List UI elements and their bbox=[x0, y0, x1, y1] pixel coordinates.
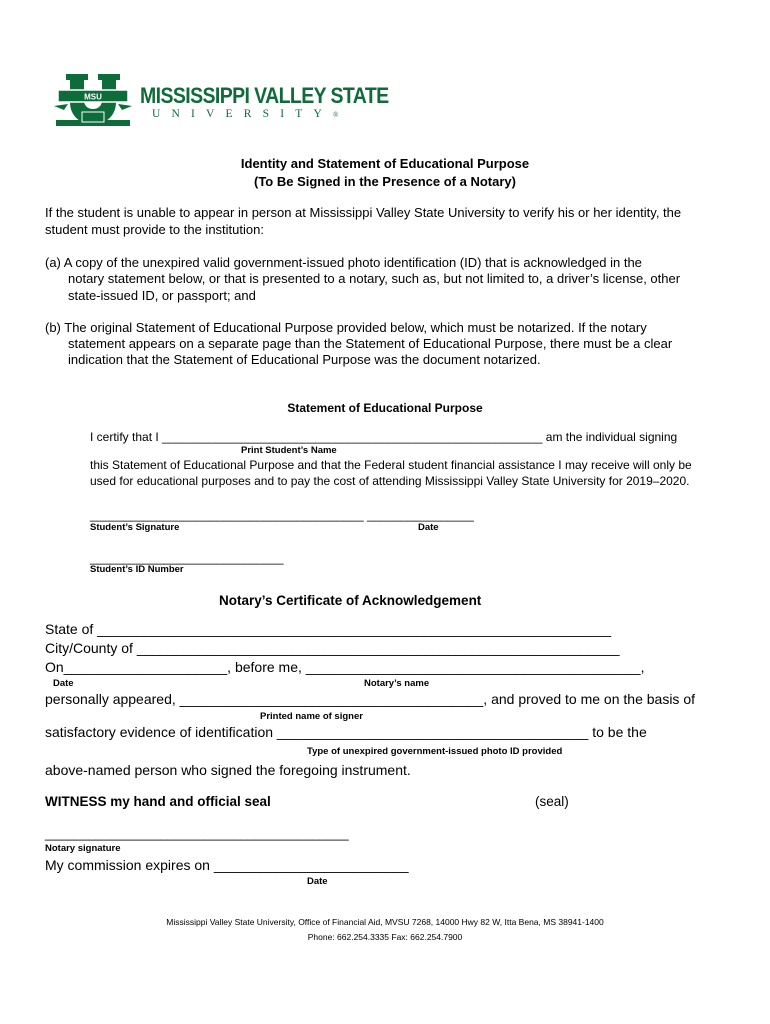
above-named-line: above-named person who signed the foregoing instrument. bbox=[45, 762, 411, 778]
notary-signature-line[interactable]: __________________________________________ bbox=[45, 826, 349, 841]
item-a-line-1: (a) A copy of the unexpired valid government-issued photo identification (ID) that is acknowledged in the bbox=[45, 255, 642, 270]
student-id-label: Student’s ID Number bbox=[90, 564, 184, 575]
item-b-line-3: indication that the Statement of Educational Purpose was the document notarized. bbox=[68, 352, 541, 367]
notary-name-label: Notary’s name bbox=[364, 678, 430, 689]
intro-line-1: If the student is unable to appear in person at Mississippi Valley State University to verify his or her identity, the bbox=[45, 205, 682, 220]
personally-appeared-line[interactable]: personally appeared, _______________________________________, and proved to me on the basis of bbox=[45, 691, 695, 707]
item-a-line-3: state-issued ID, or passport; and bbox=[68, 288, 256, 303]
certify-line: I certify that I _________________________________________________________ am the individual signing bbox=[90, 430, 678, 444]
notary-signature-label: Notary signature bbox=[45, 843, 121, 854]
intro-line-2: student must provide to the institution: bbox=[45, 222, 264, 237]
student-date-label: Date bbox=[418, 522, 439, 533]
on-date-label: Date bbox=[53, 678, 74, 689]
notary-heading: Notary’s Certificate of Acknowledgement bbox=[219, 593, 482, 608]
statement-line-2: this Statement of Educational Purpose and that the Federal student financial assistance I may receive will only be bbox=[90, 458, 692, 472]
commission-date-label: Date bbox=[307, 876, 328, 887]
student-id-line[interactable]: _____________________________ bbox=[90, 551, 284, 565]
state-line[interactable]: State of __________________________________________________________________ bbox=[45, 621, 612, 637]
footer-address: Mississippi Valley State University, Office of Financial Aid, MVSU 7268, 14000 Hwy 82 W, Itta Bena, MS 38941-1400 bbox=[166, 917, 604, 927]
item-a-line-2: notary statement below, or that is presented to a notary, such as, but not limited to, a driver’s license, other bbox=[68, 271, 681, 286]
msu-shield-logo-icon bbox=[52, 72, 134, 130]
statement-line-3: used for educational purposes and to pay the cost of attending Mississippi Valley State University for 2019–2020. bbox=[90, 474, 690, 488]
form-title: Identity and Statement of Educational Purpose bbox=[240, 156, 530, 171]
commission-expires-line[interactable]: My commission expires on _________________________ bbox=[45, 857, 409, 873]
form-subtitle: (To Be Signed in the Presence of a Notary) bbox=[254, 174, 516, 189]
student-signature-line[interactable]: _________________________________________ ________________ bbox=[90, 508, 474, 522]
statement-heading: Statement of Educational Purpose bbox=[287, 401, 483, 415]
svg-text:MSU: MSU bbox=[84, 92, 102, 102]
university-name: MISSISSIPPI VALLEY STATE bbox=[140, 84, 389, 109]
printed-name-label: Printed name of signer bbox=[260, 711, 363, 722]
witness-line: WITNESS my hand and official seal bbox=[45, 794, 271, 809]
evidence-line[interactable]: satisfactory evidence of identification ________________________________________ to be the bbox=[45, 724, 647, 740]
id-type-label: Type of unexpired government-issued photo ID provided bbox=[307, 746, 563, 757]
student-signature-label: Student’s Signature bbox=[90, 522, 180, 533]
on-date-line[interactable]: On_____________________, before me, ___________________________________________, bbox=[45, 659, 645, 675]
seal-label: (seal) bbox=[535, 794, 569, 809]
university-subtitle: UNIVERSITY® bbox=[152, 108, 339, 120]
item-b-line-1: (b) The original Statement of Educational Purpose provided below, which must be notarized. If the notary bbox=[45, 320, 647, 335]
city-county-line[interactable]: City/County of ______________________________________________________________ bbox=[45, 640, 620, 656]
footer-contact: Phone: 662.254.3335 Fax: 662.254.7900 bbox=[307, 932, 463, 942]
print-name-label: Print Student’s Name bbox=[241, 445, 337, 456]
item-b-line-2: statement appears on a separate page than the Statement of Educational Purpose, there must be a clear bbox=[68, 336, 673, 351]
